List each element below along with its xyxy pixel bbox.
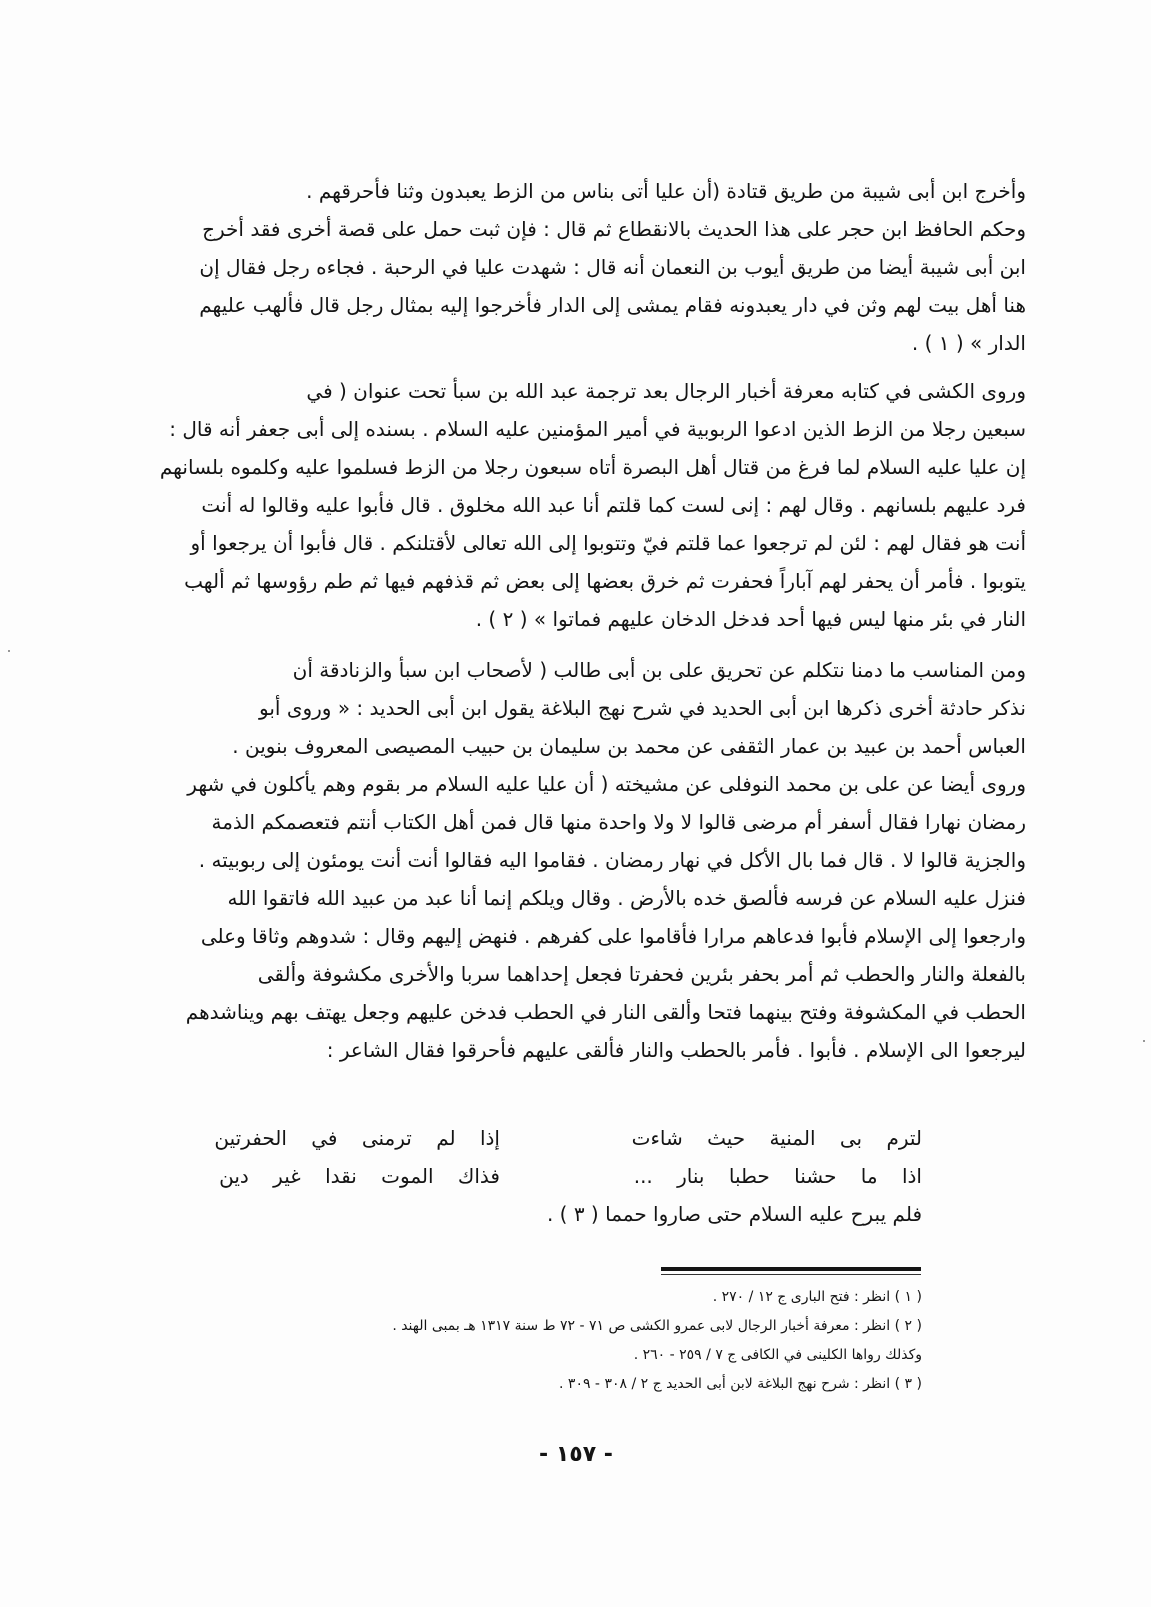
scan-speck	[8, 650, 10, 652]
text-line: الحطب في المكشوفة وفتح بينهما فتحا وألقى النار في الحطب فدخن عليهم وجعل يهتف بهم ويناشدهم	[185, 1000, 1026, 1024]
footnote: ( ٣ ) انظر : شرح نهج البلاغة لابن أبى الحديد ج ٢ / ٣٠٨ - ٣٠٩ .	[559, 1376, 922, 1392]
text-line: بالفعلة والنار والحطب ثم أمر بحفر بئرين فحفرتا فجعل إحداهما سربا والأخرى مكشوفة وألقى	[257, 962, 1026, 986]
poem-verse	[170, 1126, 922, 1164]
footnote: ( ١ ) انظر : فتح البارى ج ١٢ / ٢٧٠ .	[712, 1289, 922, 1305]
text-line: وأخرج ابن أبى شيبة من طريق قتادة (أن عليا أتى بناس من الزط يعبدون وثنا فأحرقهم .	[306, 179, 1026, 203]
text-line: فنزل عليه السلام عن فرسه فألصق خده بالأرض . وقال ويلكم إنما أنا عبد من عبيد الله فاتقوا الله	[227, 886, 1026, 910]
footnote: ( ٢ ) انظر : معرفة أخبار الرجال لابى عمرو الكشى ص ٧١ - ٧٢ ط سنة ١٣١٧ هـ بمبى الهند .	[392, 1318, 922, 1334]
poem-verse	[170, 1164, 922, 1202]
footnote: وكذلك رواها الكلينى في الكافى ج ٧ / ٢٥٩ - ٢٦٠ .	[633, 1347, 922, 1363]
poem	[170, 1126, 922, 1240]
text-line: فرد عليهم بلسانهم . وقال لهم : إنى لست كما قلتم أنا عبد الله مخلوق . قال فأبوا عليه وقالوا له أنت	[201, 493, 1026, 517]
text-line: وروى الكشى في كتابه معرفة أخبار الرجال بعد ترجمة عبد الله بن سبأ تحت عنوان ( في	[306, 379, 1026, 403]
text-line: وروى أيضا عن على بن محمد النوفلى عن مشيخته ( أن عليا عليه السلام مر بقوم وهم يأكلون في شهر	[187, 772, 1026, 796]
poem-closing-line	[170, 1202, 922, 1240]
text-line: ومن المناسب ما دمنا نتكلم عن تحريق على بن أبى طالب ( لأصحاب ابن سبأ والزنادقة أن	[292, 658, 1026, 682]
text-line: الدار » ( ١ ) .	[911, 331, 1026, 355]
text-line: النار في بئر منها ليس فيها أحد فدخل الدخان عليهم فماتوا » ( ٢ ) .	[475, 607, 1026, 631]
poem-closing-text: فلم يبرح عليه السلام حتى صاروا حمما ( ٣ ) .	[546, 1202, 922, 1226]
text-line: يتوبوا . فأمر أن يحفر لهم آباراً فحفرت ثم خرق بعضها إلى بعض ثم قذفهم فيها ثم طم رؤوسها ثم ألهب	[184, 569, 1026, 593]
text-line: ابن أبى شيبة أيضا من طريق أيوب بن النعمان أنه قال : شهدت عليا في الرحبة . فجاءه رجل فقال إن	[199, 255, 1026, 279]
poem-hemistich-second: فذاك الموت نقدا غير دين	[219, 1164, 500, 1188]
footnotes	[300, 1283, 922, 1399]
text-line: وحكم الحافظ ابن حجر على هذا الحديث بالانقطاع ثم قال : فإن ثبت حمل على قصة أخرى فقد أخرج	[202, 217, 1026, 241]
text-line: هنا أهل بيت لهم وثن في دار يعبدونه فقام يمشى إلى الدار فأخرجوا إليه بمثال رجل قال فألهب عليهم	[199, 293, 1026, 317]
text-line: سبعين رجلا من الزط الذين ادعوا الربوبية في أمير المؤمنين عليه السلام . بسنده إلى أبى جعفر أنه قال :	[169, 417, 1026, 441]
text-line: أنت هو فقال لهم : لئن لم ترجعوا عما قلتم فيّ وتتوبوا إلى الله تعالى لأقتلنكم . قال فأبوا أن يرجعوا أو	[190, 531, 1026, 555]
text-line: وارجعوا إلى الإسلام فأبوا فدعاهم مرارا فأقاموا على كفرهم . فنهض إليهم وقال : شدوهم وثاقا وعلى	[200, 924, 1026, 948]
text-line: ليرجعوا الى الإسلام . فأبوا . فأمر بالحطب والنار فألقى عليهم فأحرقوا فقال الشاعر :	[326, 1038, 1026, 1062]
paragraph-3	[128, 651, 1026, 1069]
scan-speck	[1143, 1040, 1145, 1042]
text-line: نذكر حادثة أخرى ذكرها ابن أبى الحديد في شرح نهج البلاغة يقول ابن أبى الحديد : « وروى أبو	[259, 696, 1026, 720]
page-number: - ١٥٧ -	[539, 1442, 613, 1467]
text-line: رمضان نهارا فقال أسفر أم مرضى قالوا لا ولا واحدة منها قال فمن أهل الكتاب أنتم فتعصمكم الذمة	[211, 810, 1026, 834]
text-line: والجزية قالوا لا . قال فما بال الأكل في نهار رمضان . فقاموا اليه فقالوا أنت أنت يومئون إلى ربوبيته .	[198, 848, 1026, 872]
paragraph-2	[128, 372, 1026, 638]
text-line: العباس أحمد بن عبيد بن عمار الثقفى عن محمد بن سليمان بن حبيب المصيصى المعروف بنوين .	[232, 734, 1026, 758]
paragraph-1	[128, 172, 1026, 362]
text-line: إن عليا عليه السلام لما فرغ من قتال أهل البصرة أتاه سبعون رجلا من الزط فسلموا عليه وكلموه بلسانهم	[159, 455, 1026, 479]
footnote-separator	[661, 1267, 921, 1271]
poem-hemistich-first: لترم بى المنية حيث شاءت	[631, 1126, 922, 1150]
poem-hemistich-second: إذا لم ترمنى في الحفرتين	[214, 1126, 500, 1150]
footnote-separator-thin	[661, 1274, 921, 1275]
poem-hemistich-first: اذا ما حشنا حطبا بنار ...	[633, 1164, 922, 1188]
